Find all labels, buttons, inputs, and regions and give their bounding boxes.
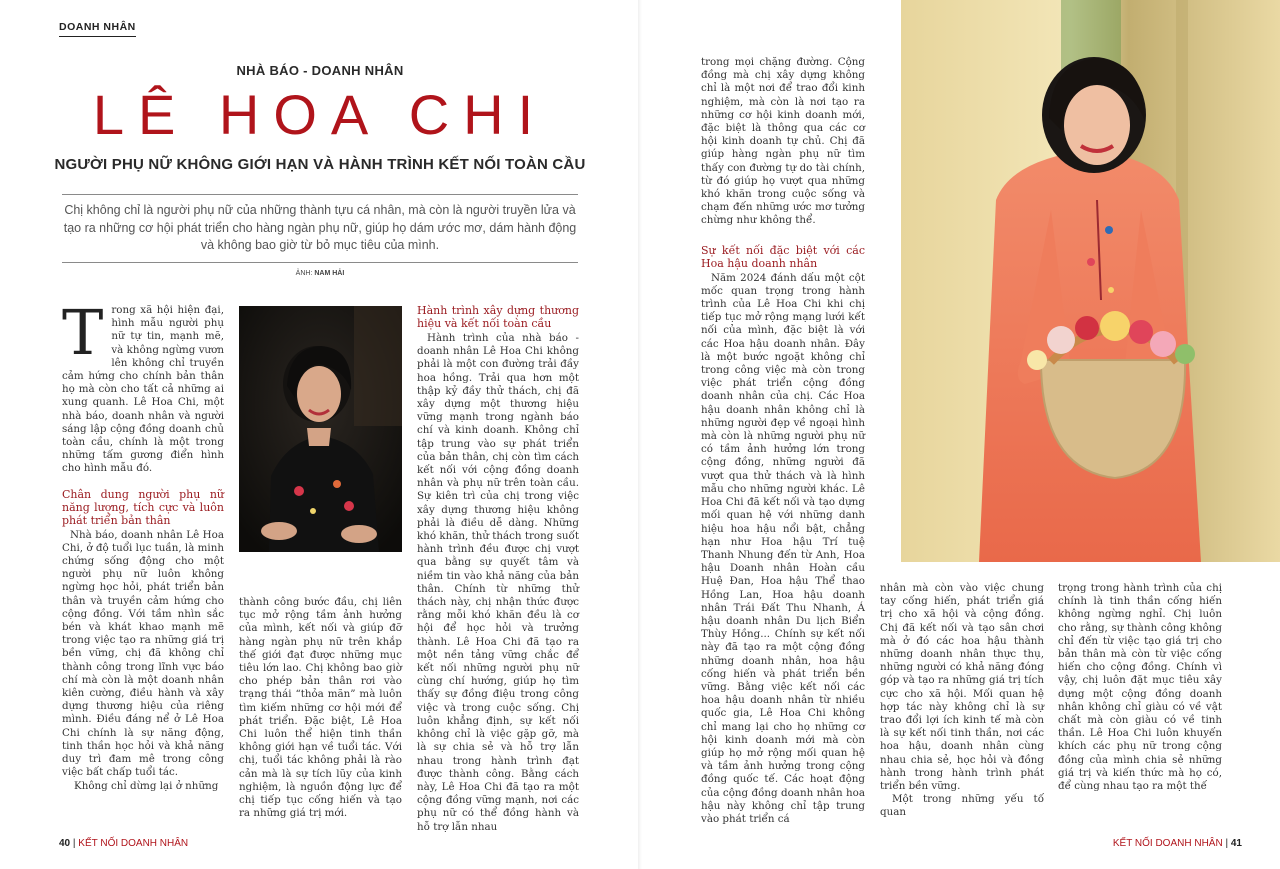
section-tag: DOANH NHÂN <box>59 21 136 37</box>
hero-photo <box>901 0 1280 562</box>
intro-paragraph: rong xã hội hiện đại, hình mẫu người phụ nữ tự tin, mạnh mẽ, và không ngừng vươn lên không chỉ truyền cảm hứng cho chính bản thân họ mà còn cho tất cả những ai xung quanh. Lê Hoa Chi, một nhà báo, doanh nhân và người sáng lập cộng đồng doanh chủ toàn cầu, chính là một trong những tấm gương điển hình cho hình mẫu đó. <box>62 304 224 475</box>
dropcap: T <box>62 296 104 369</box>
section-heading-3: Sự kết nối đặc biệt với các Hoa hậu doanh nhân <box>701 243 865 270</box>
photo-credit-label: ẢNH: <box>295 270 313 277</box>
divider-bottom <box>62 262 578 263</box>
body-paragraph-2: Không chỉ dừng lại ở những <box>74 779 219 792</box>
hero-illustration <box>901 0 1280 562</box>
body-paragraph-1: Nhà báo, doanh nhân Lê Hoa Chi, ở độ tuổi lục tuần, là minh chứng sống động cho một người phụ nữ luôn không ngừng học hỏi, phát triển bản thân và truyền cảm hứng cho cộng đồng. Với tầm nhìn sắc bén và khát khao mạnh mẽ trong việc tạo ra những giá trị bền vững, chị đã không chỉ thành công trong lĩnh vực báo chí mà còn là một doanh nhân kiên cường, điều hành và xây dựng thương hiệu của riêng mình. Điều đáng nể ở Lê Hoa Chi chính là sự năng động, tinh thần học hỏi và khả năng duy trì đam mê trong công việc bất chấp tuổi tác. <box>62 528 224 779</box>
photo-credit <box>0 270 640 277</box>
right-column-1 <box>701 56 865 825</box>
right-column-2-tail: Một trong những yếu tố quan <box>880 793 1044 819</box>
folio-left: 40 | KẾT NỐI DOANH NHÂN <box>59 838 189 849</box>
page-number-left: 40 <box>59 838 71 849</box>
right-column-1-body: Năm 2024 đánh dấu một cột mốc quan trọng trong hành trình của Lê Hoa Chi khi chị tiếp tục mở rộng mạng lưới kết nối của mình, đặc biệt là với các Hoa hậu doanh nhân. Đây là một bước ngoặt không chỉ trong công việc mà còn trong việc phát triển cộng đồng doanh nhân của chị. Các Hoa hậu doanh nhân không chỉ là những người đẹp về ngoại hình mà còn là những người phụ nữ có tầm ảnh hưởng lớn trong cộng đồng, những người đã vượt qua thử thách và là hình mẫu cho những người khác. Lê Hoa Chi đã kết nối và tạo dựng mối quan hệ với những danh hiệu hoa hậu nổi bật, chẳng hạn như Hoa hậu Trí tuệ Thanh Nhung đến từ Anh, Hoa hậu Doanh nhân Hoàn cầu Huệ Đan, Hoa hậu Thể thao Hồng Lan, Hoa hậu doanh nhân Trái Đất Thu Nhanh, Á hậu doanh nhân Du lịch Biển Thùy Hồng... Chính sự kết nối này đã tạo ra một cộng đồng những doanh nhân, hoa hậu cống hiến và phát triển bền vững. Bằng việc kết nối các hoa hậu doanh nhân từ nhiều quốc gia, Lê Hoa Chi không chỉ mang lại cho họ những cơ hội kinh doanh mới mà còn giúp họ mở rộng mối quan hệ và tầm ảnh hưởng trong cộng đồng quốc tế. Các hoạt động của cộng đồng doanh nhân hoa hậu này không chỉ tập trung vào phát triển cá <box>701 271 865 825</box>
right-page <box>640 0 1280 869</box>
article-column-1 <box>62 296 224 816</box>
column-2-paragraph: thành công bước đầu, chị liên tục mở rộng tầm ảnh hưởng của mình, kết nối và giúp đỡ hàng ngàn phụ nữ trên khắp thế giới đạt được những mục tiêu lớn lao. Chị không bao giờ cho phép bản thân rơi vào trạng thái “thỏa mãn” mà luôn tìm kiếm những cơ hội mới để phát triển. Đặc biệt, Lê Hoa Chi luôn thể hiện tinh thần không giới hạn về tuổi tác. Với chị, tuổi tác không phải là rào cản mà là sự tích lũy của kinh nghiệm, là nguồn động lực để chị tiếp tục cống hiến và tạo ra những giá trị mới. <box>239 596 402 820</box>
right-column-3-body: trọng trong hành trình của chị chính là tinh thần cống hiến không ngừng nghỉ. Chị luôn cho rằng, sự thành công không chỉ đến từ việc tạo giá trị cho bản thân mà còn từ việc cống hiến cho cộng đồng. Chính vì vậy, chị luôn đặt mục tiêu xây dựng một cộng đồng doanh nhân không chỉ giàu có về vật chất mà còn giàu có về tinh thần. Lê Hoa Chi luôn khuyến khích các phụ nữ trong cộng đồng của mình chia sẻ những giá trị và kiến thức mà họ có, để cùng nhau tạo ra một thế <box>1058 582 1222 793</box>
photo-credit-name: NAM HẢI <box>314 270 345 277</box>
page-number-right: 41 <box>1230 838 1242 849</box>
article-column-3 <box>417 304 579 833</box>
lead-paragraph: Chị không chỉ là người phụ nữ của những thành tựu cá nhân, mà còn là người truyền lửa và tạo ra những cơ hội phát triển cho hàng ngàn phụ nữ, giúp họ dám ước mơ, dám hành động và không bao giờ từ bỏ mục tiêu của mình. <box>63 203 577 252</box>
kicker: NHÀ BÁO - DOANH NHÂN <box>236 63 404 78</box>
portrait-illustration <box>239 306 402 552</box>
magazine-name-right: KẾT NỐI DOANH NHÂN <box>1112 838 1223 849</box>
section-heading-2: Hành trình xây dựng thương hiệu và kết nối toàn cầu <box>417 304 579 330</box>
right-column-2-body: nhân mà còn vào việc chung tay cống hiến, phát triển giá trị cho xã hội và cộng đồng. Chị đã kết nối và tạo sân chơi mà ở đó các hoa hậu thành những doanh nhân thực thụ, những người có khả năng đóng góp và tạo ra những giá trị tích cực cho xã hội. Mối quan hệ hợp tác này không chỉ là sự trao đổi lợi ích kinh tế mà còn là sự kết nối tinh thần, nơi các hoa hậu, doanh nhân cùng nhau chia sẻ, học hỏi và đồng hành trong hành trình phát triển bền vững. <box>880 582 1044 793</box>
page-title: LÊ HOA CHI <box>92 83 548 146</box>
magazine-name-left: KẾT NỐI DOANH NHÂN <box>78 838 189 849</box>
subtitle: NGƯỜI PHỤ NỮ KHÔNG GIỚI HẠN VÀ HÀNH TRÌNH KẾT NỐI TOÀN CẦU <box>54 156 586 173</box>
right-column-1-top: trong mọi chặng đường. Cộng đồng mà chị xây dựng không chỉ là một nơi để trao đổi kinh nghiệm, mà còn là nơi tạo ra những cơ hội kinh doanh mới, đặc biệt là thông qua các cơ hội kinh doanh tự chủ. Chị đã giúp hàng ngàn phụ nữ tìm thấy con đường tự do tài chính, từ đó giúp họ vượt qua những khó khăn trong cuộc sống và chạm đến những ước mơ tưởng chừng như không thể. <box>701 56 865 227</box>
right-column-3 <box>1058 582 1222 816</box>
divider-top <box>62 194 578 195</box>
column-3-paragraph: Hành trình của nhà báo - doanh nhân Lê Hoa Chi không phải là một con đường trải đầy hoa hồng. Trải qua hơn một thập kỷ đầy thử thách, chị đã xây dựng một thương hiệu vững mạnh trong ngành báo chí và kinh doanh. Không chỉ tập trung vào sự phát triển của bản thân, chị còn tìm cách kết nối với cộng đồng doanh nhân và phụ nữ trên toàn cầu. Sự kiên trì của chị trong việc xây dựng thương hiệu không phải là điều dễ dàng. Những khó khăn, thử thách trong suốt hành trình đều được chị vượt qua bằng sự quyết tâm và niềm tin vào khả năng của bản thân. Chính từ những thử thách này, chị nhận thức được rằng mỗi khó khăn đều là cơ hội để học hỏi và trưởng thành. Lê Hoa Chi đã tạo ra một nền tảng vững chắc để kết nối những người phụ nữ cùng chí hướng, giúp họ tìm thấy sự đồng điệu trong công việc và trong cuộc sống. Chị luôn khẳng định, sự kết nối không chỉ là việc gặp gỡ, mà là sự chia sẻ và hỗ trợ lẫn nhau trong hành trình đạt được thành công. Bằng cách này, Lê Hoa Chi đã tạo ra một cộng đồng vững mạnh, nơi các phụ nữ có thể đồng hành và hỗ trợ lẫn nhau <box>417 332 579 833</box>
portrait-photo <box>239 306 402 552</box>
right-column-2 <box>880 582 1044 819</box>
folio-right: KẾT NỐI DOANH NHÂN | 41 <box>1112 838 1242 849</box>
article-column-2 <box>239 596 402 820</box>
section-heading-1: Chân dung người phụ nữ năng lượng, tích cực và luôn phát triển bản thân <box>62 487 224 527</box>
